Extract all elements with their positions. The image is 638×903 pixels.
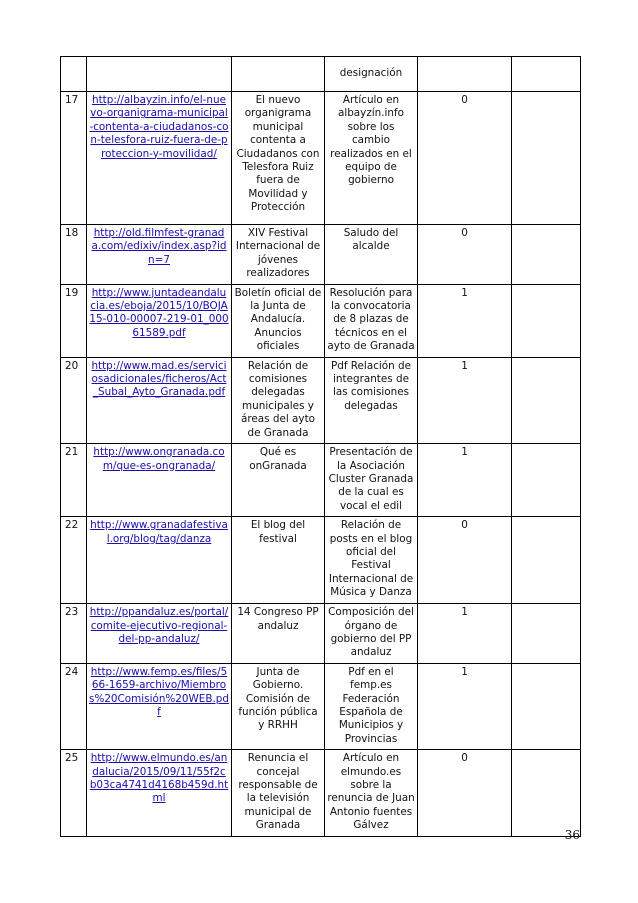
- extra-cell: [512, 57, 581, 92]
- row-number: 20: [61, 357, 87, 443]
- source-url-link[interactable]: http://www.elmundo.es/andalucia/2015/09/11/55f2cb03ca4741d4168b459d.html: [89, 752, 229, 805]
- source-url-cell: [87, 357, 232, 443]
- source-url-cell: [87, 92, 232, 225]
- table-row: [61, 663, 581, 749]
- row-number: 25: [61, 750, 87, 836]
- score-value: 0: [418, 517, 512, 604]
- row-number: 18: [61, 225, 87, 285]
- source-title: Junta de Gobierno. Comisión de función pública y RRHH: [232, 663, 325, 749]
- source-url-cell: [87, 663, 232, 749]
- results-table: [60, 56, 581, 837]
- table-row: [61, 750, 581, 836]
- score-value: 1: [418, 663, 512, 749]
- table-body: [61, 57, 581, 837]
- source-title: Boletín oficial de la Junta de Andalucía. Anuncios oficiales: [232, 284, 325, 357]
- source-title: Relación de comisiones delegadas municipales y áreas del ayto de Granada: [232, 357, 325, 443]
- source-url-cell: [87, 444, 232, 517]
- table-row: [61, 517, 581, 604]
- source-description: Relación de posts en el blog oficial del Festival Internacional de Música y Danza: [325, 517, 418, 604]
- source-url-link[interactable]: http://www.femp.es/files/566-1659-archivo/Miembros%20Comisión%20WEB.pdf: [89, 665, 229, 718]
- extra-cell: [512, 604, 581, 664]
- table-row: [61, 604, 581, 664]
- source-url-cell: [87, 517, 232, 604]
- source-title: 14 Congreso PP andaluz: [232, 604, 325, 664]
- score-value: 1: [418, 284, 512, 357]
- source-title: Qué es onGranada: [232, 444, 325, 517]
- extra-cell: [512, 284, 581, 357]
- source-url-link[interactable]: http://albayzin.info/el-nuevo-organigrama-municipal-contenta-a-ciudadanos-con-telesfora-ruiz-fuera-de-proteccion-y-movilidad/: [89, 94, 229, 160]
- score-value: 0: [418, 92, 512, 225]
- extra-cell: [512, 92, 581, 225]
- score-value: 0: [418, 750, 512, 836]
- row-number: 24: [61, 663, 87, 749]
- extra-cell: [512, 444, 581, 517]
- row-number: 19: [61, 284, 87, 357]
- source-description: Saludo del alcalde: [325, 225, 418, 285]
- source-url-link[interactable]: http://www.granadafestival.org/blog/tag/danza: [90, 519, 228, 545]
- row-number: 23: [61, 604, 87, 664]
- source-description: Composición del órgano de gobierno del PP andaluz: [325, 604, 418, 664]
- score-value: 1: [418, 357, 512, 443]
- source-url-cell: [87, 750, 232, 836]
- source-title: [232, 57, 325, 92]
- score-value: [418, 57, 512, 92]
- row-number: 17: [61, 92, 87, 225]
- table-row: [61, 57, 581, 92]
- source-description: Pdf Relación de integrantes de las comisiones delegadas: [325, 357, 418, 443]
- table-row: [61, 284, 581, 357]
- extra-cell: [512, 517, 581, 604]
- source-url-link[interactable]: http://www.mad.es/serviciosadicionales/ficheros/Act_Subal_Ayto_Granada.pdf: [91, 359, 227, 399]
- page-number: 36: [564, 828, 580, 842]
- row-number: [61, 57, 87, 92]
- source-description: Resolución para la convocatoria de 8 plazas de técnicos en el ayto de Granada: [325, 284, 418, 357]
- source-url-link[interactable]: http://old.filmfest-granada.com/edixiv/index.asp?idn=7: [91, 227, 227, 266]
- score-value: 1: [418, 444, 512, 517]
- row-number: 22: [61, 517, 87, 604]
- extra-cell: [512, 750, 581, 836]
- table-row: [61, 357, 581, 443]
- source-title: El nuevo organigrama municipal contenta a Ciudadanos con Telesfora Ruiz fuera de Movilidad y Protección: [232, 92, 325, 225]
- source-description: Presentación de la Asociación Cluster Granada de la cual es vocal el edil: [325, 444, 418, 517]
- table-row: [61, 225, 581, 285]
- source-url: [87, 57, 232, 92]
- source-url-cell: [87, 604, 232, 664]
- source-description: Artículo en elmundo.es sobre la renuncia de Juan Antonio fuentes Gálvez: [325, 750, 418, 836]
- source-title: Renuncia el concejal responsable de la televisión municipal de Granada: [232, 750, 325, 836]
- source-url-link[interactable]: http://ppandaluz.es/portal/comite-ejecutivo-regional-del-pp-andaluz/: [89, 606, 229, 645]
- table-row: [61, 444, 581, 517]
- source-url-link[interactable]: http://www.ongranada.com/que-es-ongranada/: [93, 446, 225, 472]
- source-url-cell: [87, 225, 232, 285]
- score-value: 1: [418, 604, 512, 664]
- extra-cell: [512, 663, 581, 749]
- source-description: Pdf en el femp.es Federación Española de Municipios y Provincias: [325, 663, 418, 749]
- extra-cell: [512, 357, 581, 443]
- source-title: XIV Festival Internacional de jóvenes realizadores: [232, 225, 325, 285]
- score-value: 0: [418, 225, 512, 285]
- table-row: [61, 92, 581, 225]
- source-title: El blog del festival: [232, 517, 325, 604]
- source-description: Artículo en albayzín.info sobre los cambio realizados en el equipo de gobierno: [325, 92, 418, 225]
- extra-cell: [512, 225, 581, 285]
- source-url-link[interactable]: http://www.juntadeandalucia.es/eboja/2015/10/BOJA15-010-00007-219-01_00061589.pdf: [89, 286, 229, 339]
- row-number: 21: [61, 444, 87, 517]
- source-url-cell: [87, 284, 232, 357]
- source-description: designación: [325, 57, 418, 92]
